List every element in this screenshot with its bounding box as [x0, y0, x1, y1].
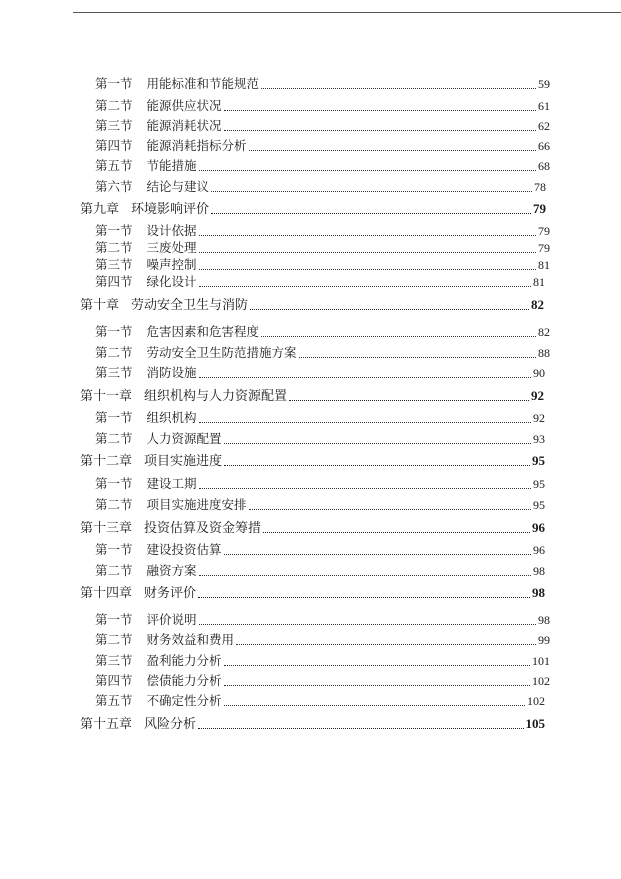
- toc-entry-number: 第九章: [80, 202, 120, 217]
- toc-page-number: 105: [525, 716, 545, 731]
- toc-entry-number: 第十二章: [80, 454, 133, 469]
- toc-page-number: 95: [533, 477, 545, 491]
- toc-page-number: 81: [538, 258, 550, 272]
- toc-entry-title: 项目实施进度安排: [146, 497, 247, 512]
- toc-section-entry: [95, 496, 545, 514]
- toc-chapter-entry: [80, 584, 545, 602]
- toc-entry-number: 第二节: [95, 98, 133, 113]
- toc-dot-leader: [199, 487, 531, 489]
- toc-entry-title: 环境影响评价: [131, 202, 210, 217]
- toc-section-entry: [95, 611, 550, 629]
- toc-entry-title: 用能标准和节能规范: [146, 76, 260, 91]
- toc-section-entry: [95, 409, 545, 427]
- toc-entry-title: 评价说明: [146, 612, 197, 627]
- toc-entry-number: 第一节: [95, 223, 133, 238]
- toc-page-number: 99: [538, 633, 550, 647]
- toc-section-entry: [95, 672, 550, 690]
- toc-page-number: 102: [527, 694, 545, 708]
- toc-page-number: 98: [533, 564, 545, 578]
- toc-dot-leader: [224, 664, 530, 666]
- toc-section-entry: [95, 652, 550, 670]
- toc-section-entry: [95, 344, 550, 362]
- toc-entry-title: 三废处理: [146, 240, 197, 255]
- toc-section-entry: [95, 137, 550, 155]
- toc-entry-number: 第十三章: [80, 521, 133, 536]
- toc-section-entry: [95, 117, 550, 135]
- toc-section-entry: [95, 239, 550, 257]
- toc-section-entry: [95, 97, 550, 115]
- toc-section-entry: [95, 256, 550, 274]
- toc-dot-leader: [199, 285, 531, 287]
- toc-page-number: 78: [534, 180, 546, 194]
- toc-section-entry: [95, 178, 546, 196]
- toc-entry-number: 第三节: [95, 118, 133, 133]
- toc-dot-leader: [250, 308, 529, 310]
- toc-dot-leader: [224, 704, 525, 706]
- toc-entry-number: 第一节: [95, 324, 133, 339]
- toc-entry-title: 投资估算及资金筹措: [144, 521, 262, 536]
- toc-entry-title: 风险分析: [144, 717, 197, 732]
- toc-entry-title: 劳动安全卫生与消防: [131, 298, 249, 313]
- toc-entry-title: 项目实施进度: [144, 454, 223, 469]
- toc-entry-title: 绿化设计: [146, 274, 197, 289]
- toc-page-number: 98: [538, 613, 550, 627]
- toc-section-entry: [95, 692, 545, 710]
- toc-section-entry: [95, 222, 550, 240]
- toc-chapter-entry: [80, 200, 546, 218]
- toc-entry-number: 第二节: [95, 497, 133, 512]
- toc-page-number: 92: [533, 411, 545, 425]
- toc-entry-number: 第二节: [95, 563, 133, 578]
- toc-dot-leader: [224, 553, 531, 555]
- toc-dot-leader: [199, 623, 536, 625]
- toc-entry-number: 第五节: [95, 693, 133, 708]
- toc-dot-leader: [224, 684, 530, 686]
- toc-entry-title: 组织机构: [146, 410, 197, 425]
- toc-dot-leader: [224, 464, 530, 466]
- toc-entry-number: 第一节: [95, 476, 133, 491]
- toc-entry-number: 第三节: [95, 257, 133, 272]
- toc-entry-title: 危害因素和危害程度: [146, 324, 260, 339]
- toc-page-number: 98: [532, 585, 545, 600]
- toc-entry-title: 财务效益和费用: [146, 632, 235, 647]
- toc-page-number: 95: [532, 453, 545, 468]
- toc-entry-number: 第四节: [95, 138, 133, 153]
- toc-page-number: 79: [533, 201, 546, 216]
- toc-dot-leader: [299, 356, 536, 358]
- toc-section-entry: [95, 75, 550, 93]
- toc-section-entry: [95, 430, 545, 448]
- toc-dot-leader: [263, 531, 530, 533]
- toc-page-number: 61: [538, 99, 550, 113]
- toc-dot-leader: [224, 109, 536, 111]
- toc-entry-title: 不确定性分析: [146, 693, 222, 708]
- toc-chapter-entry: [80, 715, 545, 733]
- toc-entry-title: 噪声控制: [146, 257, 197, 272]
- toc-entry-title: 财务评价: [144, 586, 197, 601]
- toc-dot-leader: [289, 399, 529, 401]
- toc-entry-number: 第十一章: [80, 389, 133, 404]
- toc-entry-title: 设计依据: [146, 223, 197, 238]
- toc-dot-leader: [199, 251, 536, 253]
- toc-entry-title: 偿债能力分析: [146, 673, 222, 688]
- toc-section-entry: [95, 323, 550, 341]
- toc-page-number: 101: [532, 654, 550, 668]
- toc-dot-leader: [211, 190, 532, 192]
- toc-entry-number: 第三节: [95, 653, 133, 668]
- toc-entry-number: 第十四章: [80, 586, 133, 601]
- toc-entry-number: 第五节: [95, 158, 133, 173]
- toc-page-number: 79: [538, 224, 550, 238]
- toc-chapter-entry: [80, 296, 544, 314]
- toc-page-number: 82: [538, 325, 550, 339]
- toc-entry-title: 盈利能力分析: [146, 653, 222, 668]
- toc-dot-leader: [199, 234, 536, 236]
- toc-page-number: 62: [538, 119, 550, 133]
- toc-dot-leader: [199, 169, 536, 171]
- toc-entry-title: 人力资源配置: [146, 431, 222, 446]
- toc-dot-leader: [199, 268, 536, 270]
- toc-section-entry: [95, 157, 550, 175]
- toc-entry-number: 第四节: [95, 274, 133, 289]
- toc-entry-number: 第三节: [95, 365, 133, 380]
- toc-page-number: 102: [532, 674, 550, 688]
- toc-chapter-entry: [80, 452, 545, 470]
- toc-page-number: 96: [533, 543, 545, 557]
- toc-page-number: 93: [533, 432, 545, 446]
- toc-entry-number: 第二节: [95, 240, 133, 255]
- toc-dot-leader: [199, 376, 531, 378]
- toc-entry-number: 第一节: [95, 542, 133, 557]
- toc-dot-leader: [261, 335, 536, 337]
- toc-section-entry: [95, 475, 545, 493]
- toc-entry-title: 建设工期: [146, 476, 197, 491]
- toc-page-number: 68: [538, 159, 550, 173]
- toc-entry-number: 第四节: [95, 673, 133, 688]
- toc-section-entry: [95, 273, 545, 291]
- toc-dot-leader: [224, 129, 536, 131]
- toc-entry-number: 第六节: [95, 179, 133, 194]
- toc-entry-title: 结论与建议: [146, 179, 210, 194]
- toc-page-number: 79: [538, 241, 550, 255]
- toc-section-entry: [95, 541, 545, 559]
- toc-entry-title: 消防设施: [146, 365, 197, 380]
- toc-entry-title: 组织机构与人力资源配置: [144, 389, 288, 404]
- toc-section-entry: [95, 364, 545, 382]
- toc-dot-leader: [199, 574, 531, 576]
- toc-dot-leader: [224, 442, 531, 444]
- toc-entry-number: 第一节: [95, 410, 133, 425]
- toc-page-number: 59: [538, 77, 550, 91]
- toc-page-number: 96: [532, 520, 545, 535]
- toc-entry-title: 劳动安全卫生防范措施方案: [146, 345, 297, 360]
- toc-chapter-entry: [80, 519, 545, 537]
- toc-entry-number: 第十章: [80, 298, 120, 313]
- toc-entry-number: 第二节: [95, 345, 133, 360]
- toc-section-entry: [95, 562, 545, 580]
- toc-dot-leader: [211, 212, 531, 214]
- toc-entry-title: 能源消耗指标分析: [146, 138, 247, 153]
- toc-dot-leader: [249, 508, 531, 510]
- toc-entry-title: 建设投资估算: [146, 542, 222, 557]
- toc-entry-number: 第二节: [95, 431, 133, 446]
- toc-entry-title: 能源供应状况: [146, 98, 222, 113]
- toc-page-number: 82: [531, 297, 544, 312]
- toc-entry-title: 节能措施: [146, 158, 197, 173]
- toc-entry-number: 第十五章: [80, 717, 133, 732]
- toc-dot-leader: [236, 643, 536, 645]
- toc-dot-leader: [199, 421, 531, 423]
- toc-section-entry: [95, 631, 550, 649]
- header-rule: [73, 12, 621, 13]
- toc-chapter-entry: [80, 387, 544, 405]
- toc-dot-leader: [198, 727, 523, 729]
- toc-page-number: 88: [538, 346, 550, 360]
- toc-page-number: 95: [533, 498, 545, 512]
- toc-entry-title: 能源消耗状况: [146, 118, 222, 133]
- toc-page-number: 90: [533, 366, 545, 380]
- toc-dot-leader: [198, 596, 530, 598]
- toc-page-number: 66: [538, 139, 550, 153]
- toc-entry-number: 第二节: [95, 632, 133, 647]
- toc-entry-number: 第一节: [95, 76, 133, 91]
- toc-page-number: 92: [531, 388, 544, 403]
- toc-entry-number: 第一节: [95, 612, 133, 627]
- toc-page-number: 81: [533, 275, 545, 289]
- toc-dot-leader: [261, 87, 536, 89]
- toc-entry-title: 融资方案: [146, 563, 197, 578]
- toc-dot-leader: [249, 149, 536, 151]
